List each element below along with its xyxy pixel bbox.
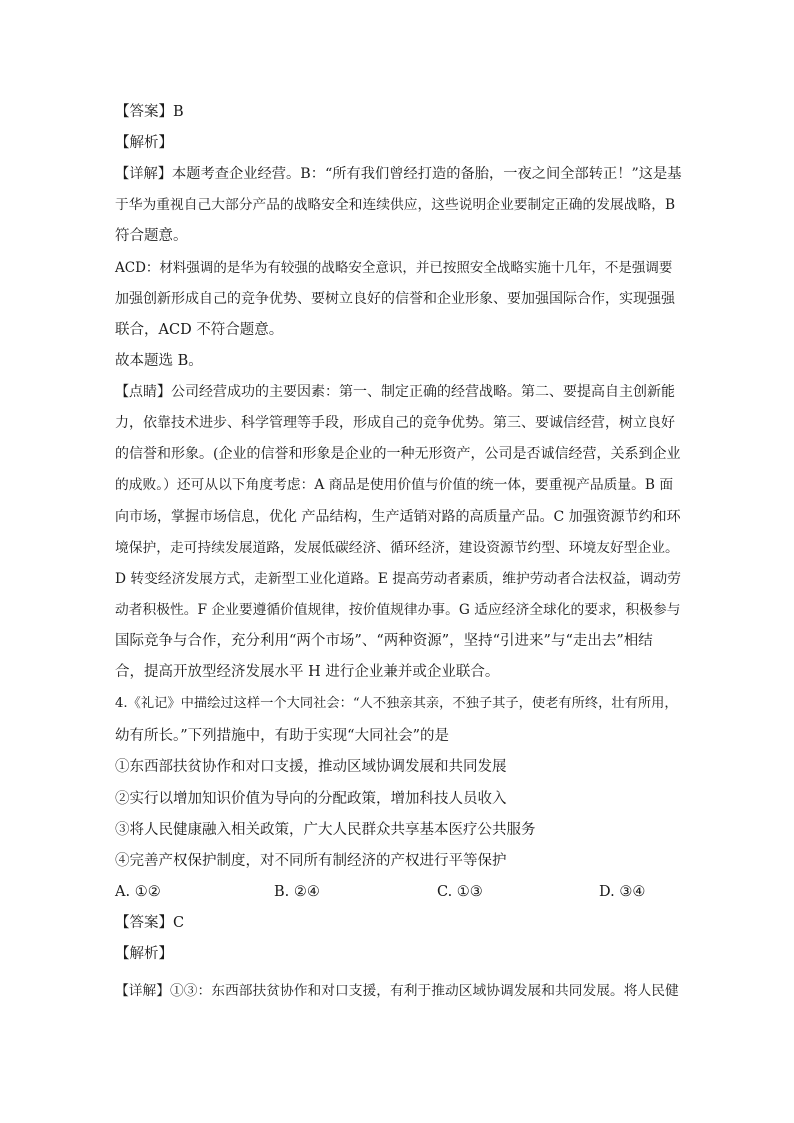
option-b: B. ②④ xyxy=(274,884,320,900)
answer-label: 【答案】B xyxy=(115,104,184,120)
detail-line: 故本题选 B。 xyxy=(115,353,203,369)
option-a: A. ①② xyxy=(115,884,161,900)
tip-line: 向市场，掌握市场信息，优化 产品结构，生产适销对路的高质量产品。C 加强资源节约和环 xyxy=(115,509,681,525)
tip-line: 合，提高开放型经济发展水平 H 进行企业兼并或企业联合。 xyxy=(115,664,500,680)
tip-line: 【点睛】公司经营成功的主要因素：第一、制定正确的经营战略。第二、要提高自主创新能 xyxy=(115,384,675,400)
question-stem: 4.《礼记》中描绘过这样一个大同社会：“人不独亲其亲，不独子其子，使老有所终，壮有所用， xyxy=(115,696,678,711)
statement-item: ③将人民健康融入相关政策，广大人民群众共享基本医疗公共服务 xyxy=(115,822,536,838)
tip-line: 动者积极性。F 企业要遵循价值规律，按价值规律办事。G 适应经济全球化的要求，积极参与 xyxy=(115,602,681,618)
analysis-heading: 【解析】 xyxy=(115,946,173,962)
option-c: C. ①③ xyxy=(437,884,483,900)
tip-line: 境保护，走可持续发展道路，发展低碳经济、循环经济，建设资源节约型、环境友好型企业。 xyxy=(115,540,679,556)
detail-line: 加强创新形成自己的竞争优势、要树立良好的信誉和企业形象、要加强国际合作，实现强强 xyxy=(115,291,675,307)
tip-line: 的信誉和形象。(企业的信誉和形象是企业的一种无形资产，公司是否诚信经营，关系到企业 xyxy=(115,446,681,462)
tip-line: D 转变经济发展方式，走新型工业化道路。E 提高劳动者素质，维护劳动者合法权益，调动劳 xyxy=(115,571,682,587)
tip-line: 的成败。）还可从以下角度考虑：A 商品是使用价值与价值的统一体，要重视产品质量。B 面 xyxy=(115,477,674,493)
detail-line: ACD：材料强调的是华为有较强的战略安全意识，并已按照安全战略实施十几年，不是强调要 xyxy=(115,260,673,276)
detail-line: 于华为重视自己大部分产品的战略安全和连续供应，这些说明企业要制定正确的发展战略，B xyxy=(115,197,676,213)
detail-line: 联合，ACD 不符合题意。 xyxy=(115,322,284,338)
tip-line: 国际竞争与合作，充分利用“两个市场”、“两种资源”，坚持“引进来”与“走出去”相结 xyxy=(115,633,653,649)
detail-line: 【详解】本题考查企业经营。B：“所有我们曾经打造的备胎，一夜之间全部转正！”这是基 xyxy=(115,166,682,182)
answer-label: 【答案】C xyxy=(115,915,185,931)
detail-line: 符合题意。 xyxy=(115,228,188,244)
tip-line: 力，依靠技术进步、科学管理等手段，形成自己的竞争优势。第三、要诚信经营，树立良好 xyxy=(115,415,675,431)
statement-item: ④完善产权保护制度，对不同所有制经济的产权进行平等保护 xyxy=(115,853,507,869)
question-stem: 幼有所长。”下列措施中，有助于实现“大同社会”的是 xyxy=(115,728,449,744)
analysis-heading: 【解析】 xyxy=(115,135,173,151)
option-d: D. ③④ xyxy=(599,884,646,900)
statement-item: ①东西部扶贫协作和对口支援，推动区域协调发展和共同发展 xyxy=(115,759,507,775)
detail-line: 【详解】①③：东西部扶贫协作和对口支援，有利于推动区域协调发展和共同发展。将人民健 xyxy=(115,983,679,999)
statement-item: ②实行以增加知识价值为导向的分配政策，增加科技人员收入 xyxy=(115,791,507,807)
